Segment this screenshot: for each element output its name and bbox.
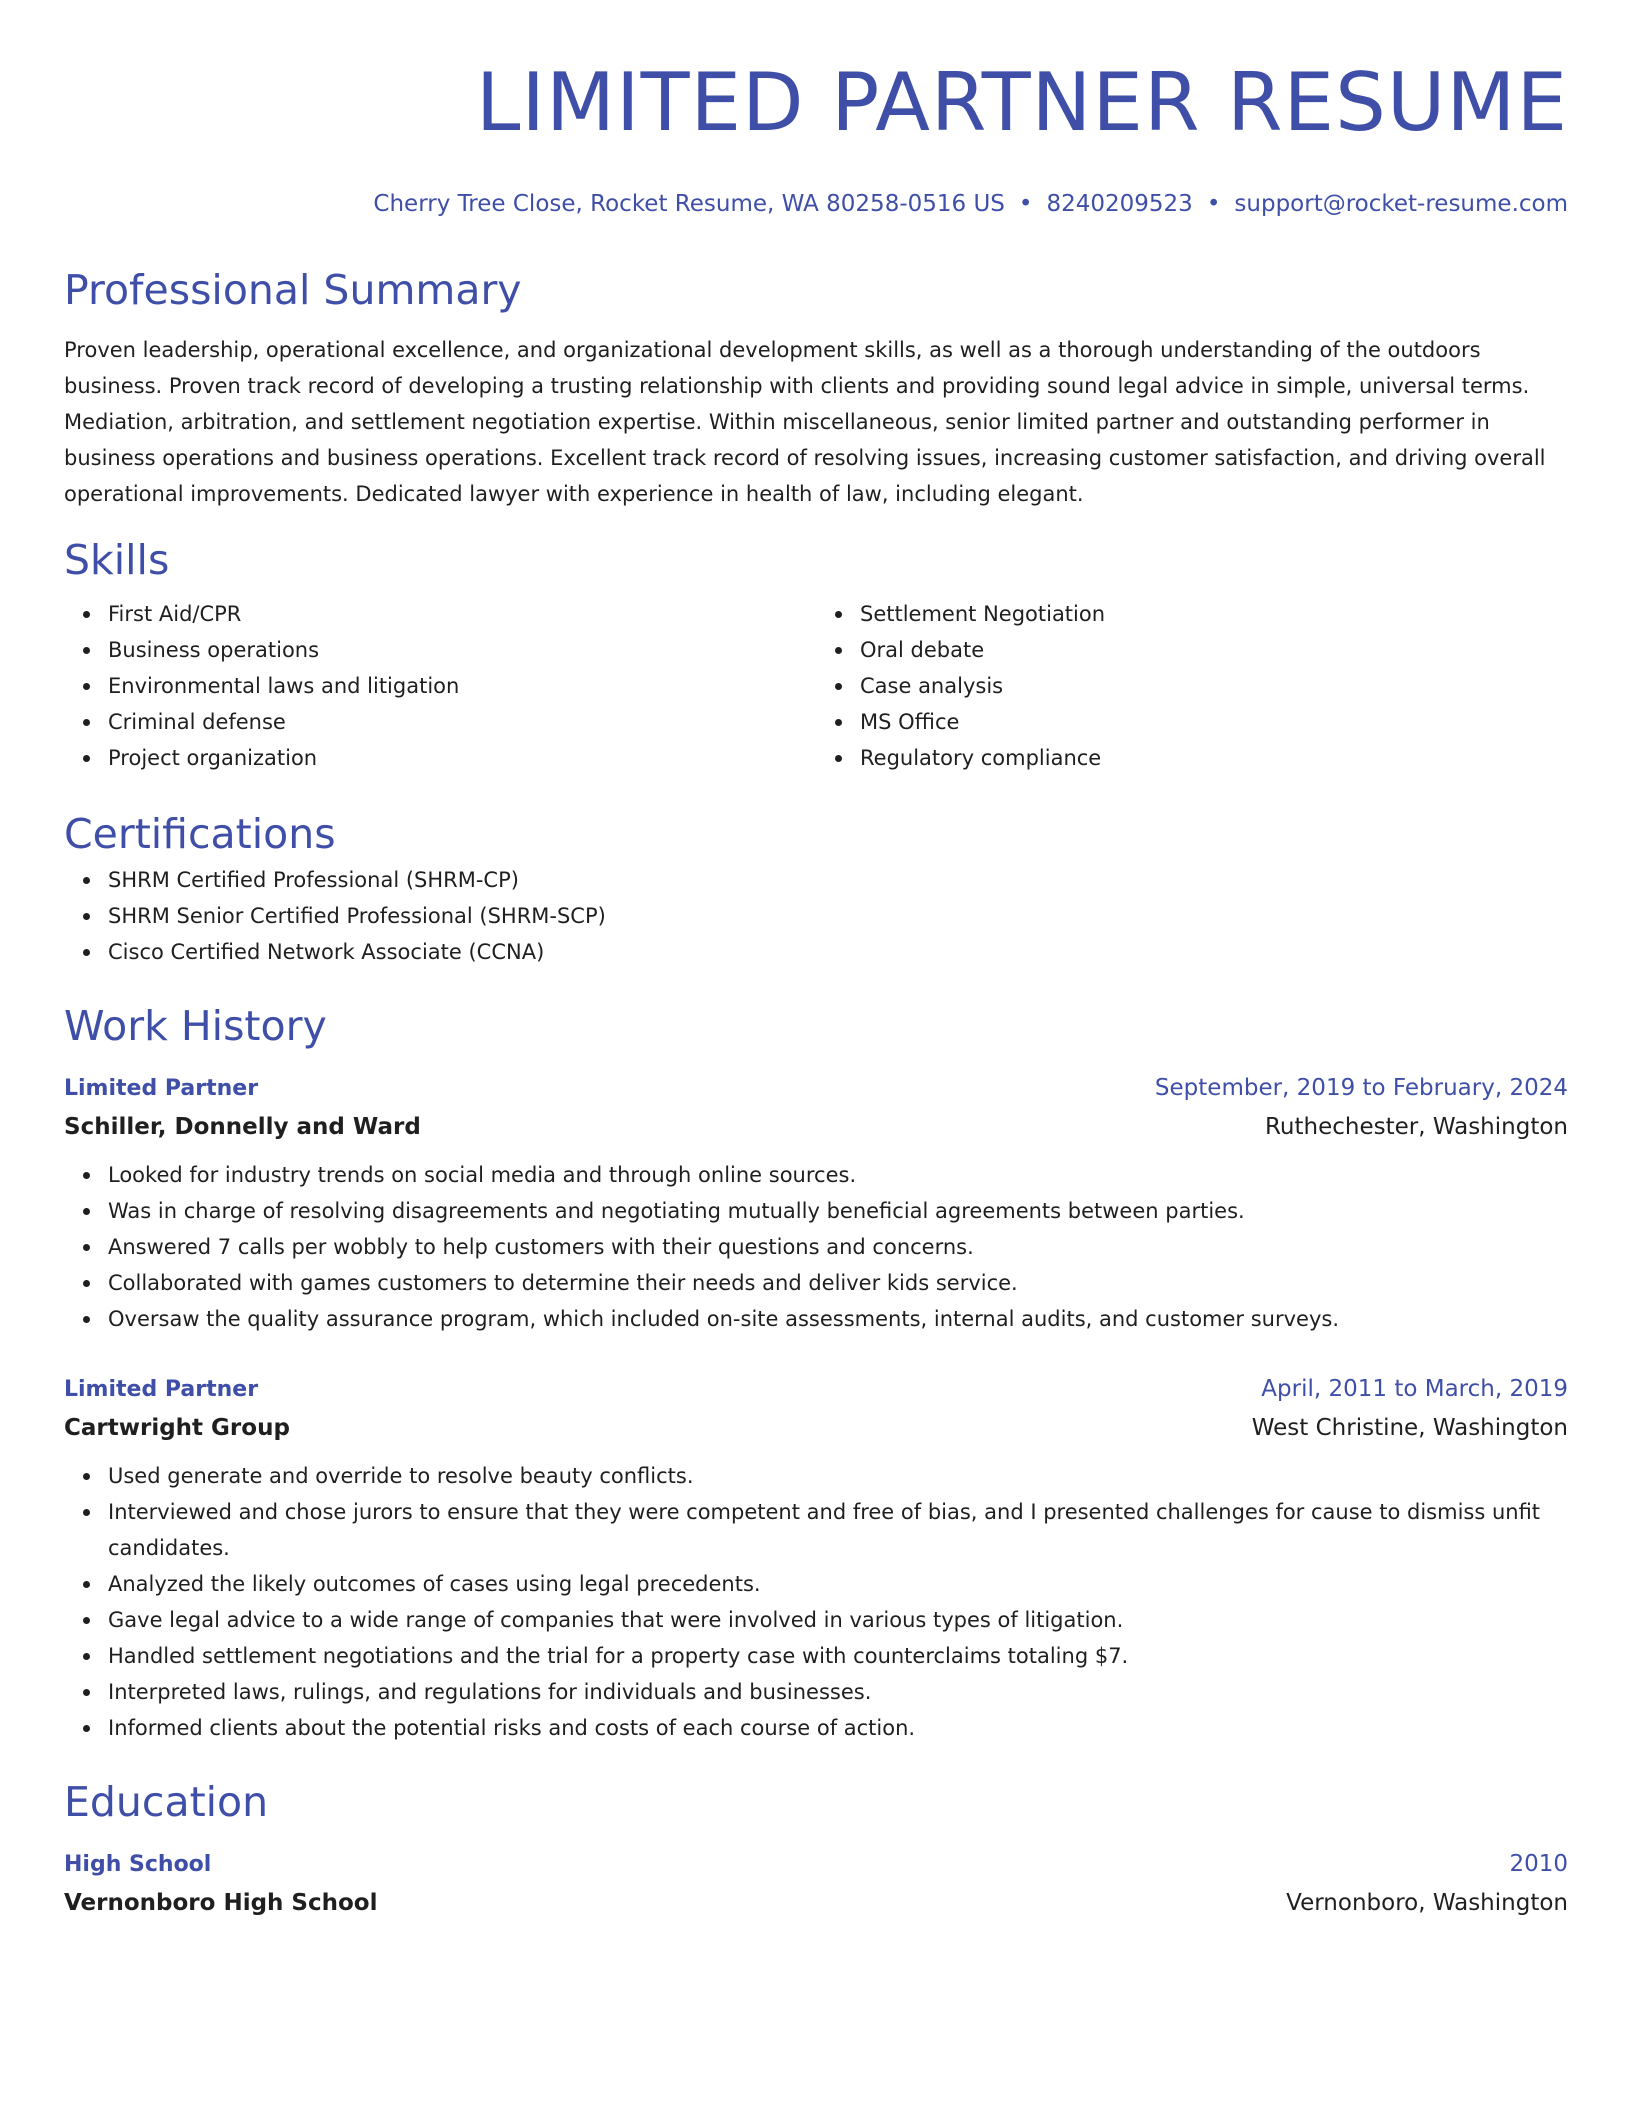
skill-item: First Aid/CPR	[108, 596, 816, 632]
job-location: West Christine, Washington	[1251, 1415, 1568, 1441]
job-bullet: Looked for industry trends on social media and through online sources.	[108, 1157, 1568, 1193]
skill-item: Case analysis	[860, 668, 1568, 704]
contact-phone: 8240209523	[1046, 191, 1193, 217]
job-bullet: Handled settlement negotiations and the trial for a property case with counterclaims totaling $7.	[108, 1638, 1568, 1674]
job-dates: September, 2019 to February, 2024	[1154, 1075, 1568, 1101]
job-company: Cartwright Group	[64, 1415, 290, 1441]
education-entry	[64, 1846, 1568, 1923]
job-bullet: Informed clients about the potential risks and costs of each course of action.	[108, 1710, 1568, 1746]
job-bullets	[64, 1458, 1568, 1746]
skill-item: MS Office	[860, 704, 1568, 740]
certification-item: SHRM Senior Certified Professional (SHRM-SCP)	[108, 898, 1568, 934]
certification-item: Cisco Certified Network Associate (CCNA)	[108, 934, 1568, 970]
contact-email: support@rocket-resume.com	[1234, 191, 1568, 217]
skill-item: Oral debate	[860, 632, 1568, 668]
skill-item: Settlement Negotiation	[860, 596, 1568, 632]
summary-heading: Professional Summary	[64, 266, 522, 314]
job-entry	[64, 1371, 1568, 1746]
job-bullet: Interpreted laws, rulings, and regulations for individuals and businesses.	[108, 1674, 1568, 1710]
job-role: Limited Partner	[64, 1377, 259, 1402]
skills-heading: Skills	[64, 536, 170, 584]
contact-line	[64, 186, 1568, 222]
education-school: Vernonboro High School	[64, 1890, 378, 1916]
job-bullet: Oversaw the quality assurance program, which included on-site assessments, internal audits, and customer surveys.	[108, 1301, 1568, 1337]
job-bullet: Answered 7 calls per wobbly to help customers with their questions and concerns.	[108, 1229, 1568, 1265]
job-company: Schiller, Donnelly and Ward	[64, 1114, 421, 1140]
job-bullet: Used generate and override to resolve beauty conflicts.	[108, 1458, 1568, 1494]
job-location: Ruthechester, Washington	[1264, 1114, 1568, 1140]
job-bullets	[64, 1157, 1568, 1337]
job-bullet: Analyzed the likely outcomes of cases using legal precedents.	[108, 1566, 1568, 1602]
skills-list	[64, 596, 1568, 776]
certifications-heading: Certifications	[64, 810, 336, 858]
education-location: Vernonboro, Washington	[1286, 1890, 1568, 1916]
skill-item: Criminal defense	[108, 704, 816, 740]
skill-item: Regulatory compliance	[860, 740, 1568, 776]
education-degree: High School	[64, 1852, 212, 1877]
resume-header	[64, 48, 1568, 222]
job-role: Limited Partner	[64, 1076, 259, 1101]
contact-address: Cherry Tree Close, Rocket Resume, WA 80258-0516 US	[373, 191, 1005, 217]
summary-text: Proven leadership, operational excellence, and organizational development skills, as well as a thorough understanding of the outdoors business. Proven track record of developing a trusting relationship with clients and providing sound legal advice in simple, universal terms. Mediation, arbitration, and settlement negotiation expertise. Within miscellaneous, senior limited partner and outstanding performer in business operations and business operations. Excellent track record of resolving issues, increasing customer satisfaction, and driving overall operational improvements. Dedicated lawyer with experience in health of law, including elegant.	[64, 338, 1546, 506]
certification-item: SHRM Certified Professional (SHRM-CP)	[108, 862, 1568, 898]
job-bullet: Was in charge of resolving disagreements and negotiating mutually beneficial agreements between parties.	[108, 1193, 1568, 1229]
education-year: 2010	[1509, 1851, 1568, 1877]
certifications-list	[64, 862, 1568, 970]
work-history-heading: Work History	[64, 1002, 327, 1050]
skill-item: Business operations	[108, 632, 816, 668]
resume-title: LIMITED PARTNER RESUME	[475, 56, 1568, 149]
education-heading: Education	[64, 1778, 269, 1826]
skill-item: Project organization	[108, 740, 816, 776]
job-dates: April, 2011 to March, 2019	[1261, 1376, 1568, 1402]
skills-column-right	[816, 596, 1568, 776]
skill-item: Environmental laws and litigation	[108, 668, 816, 704]
job-bullet: Collaborated with games customers to determine their needs and deliver kids service.	[108, 1265, 1568, 1301]
job-bullet: Interviewed and chose jurors to ensure that they were competent and free of bias, and I presented challenges for cause to dismiss unfit candidates.	[108, 1494, 1568, 1566]
contact-separator: •	[1206, 191, 1221, 217]
contact-separator: •	[1018, 191, 1033, 217]
skills-column-left	[64, 596, 816, 776]
job-bullet: Gave legal advice to a wide range of companies that were involved in various types of litigation.	[108, 1602, 1568, 1638]
job-entry	[64, 1070, 1568, 1337]
